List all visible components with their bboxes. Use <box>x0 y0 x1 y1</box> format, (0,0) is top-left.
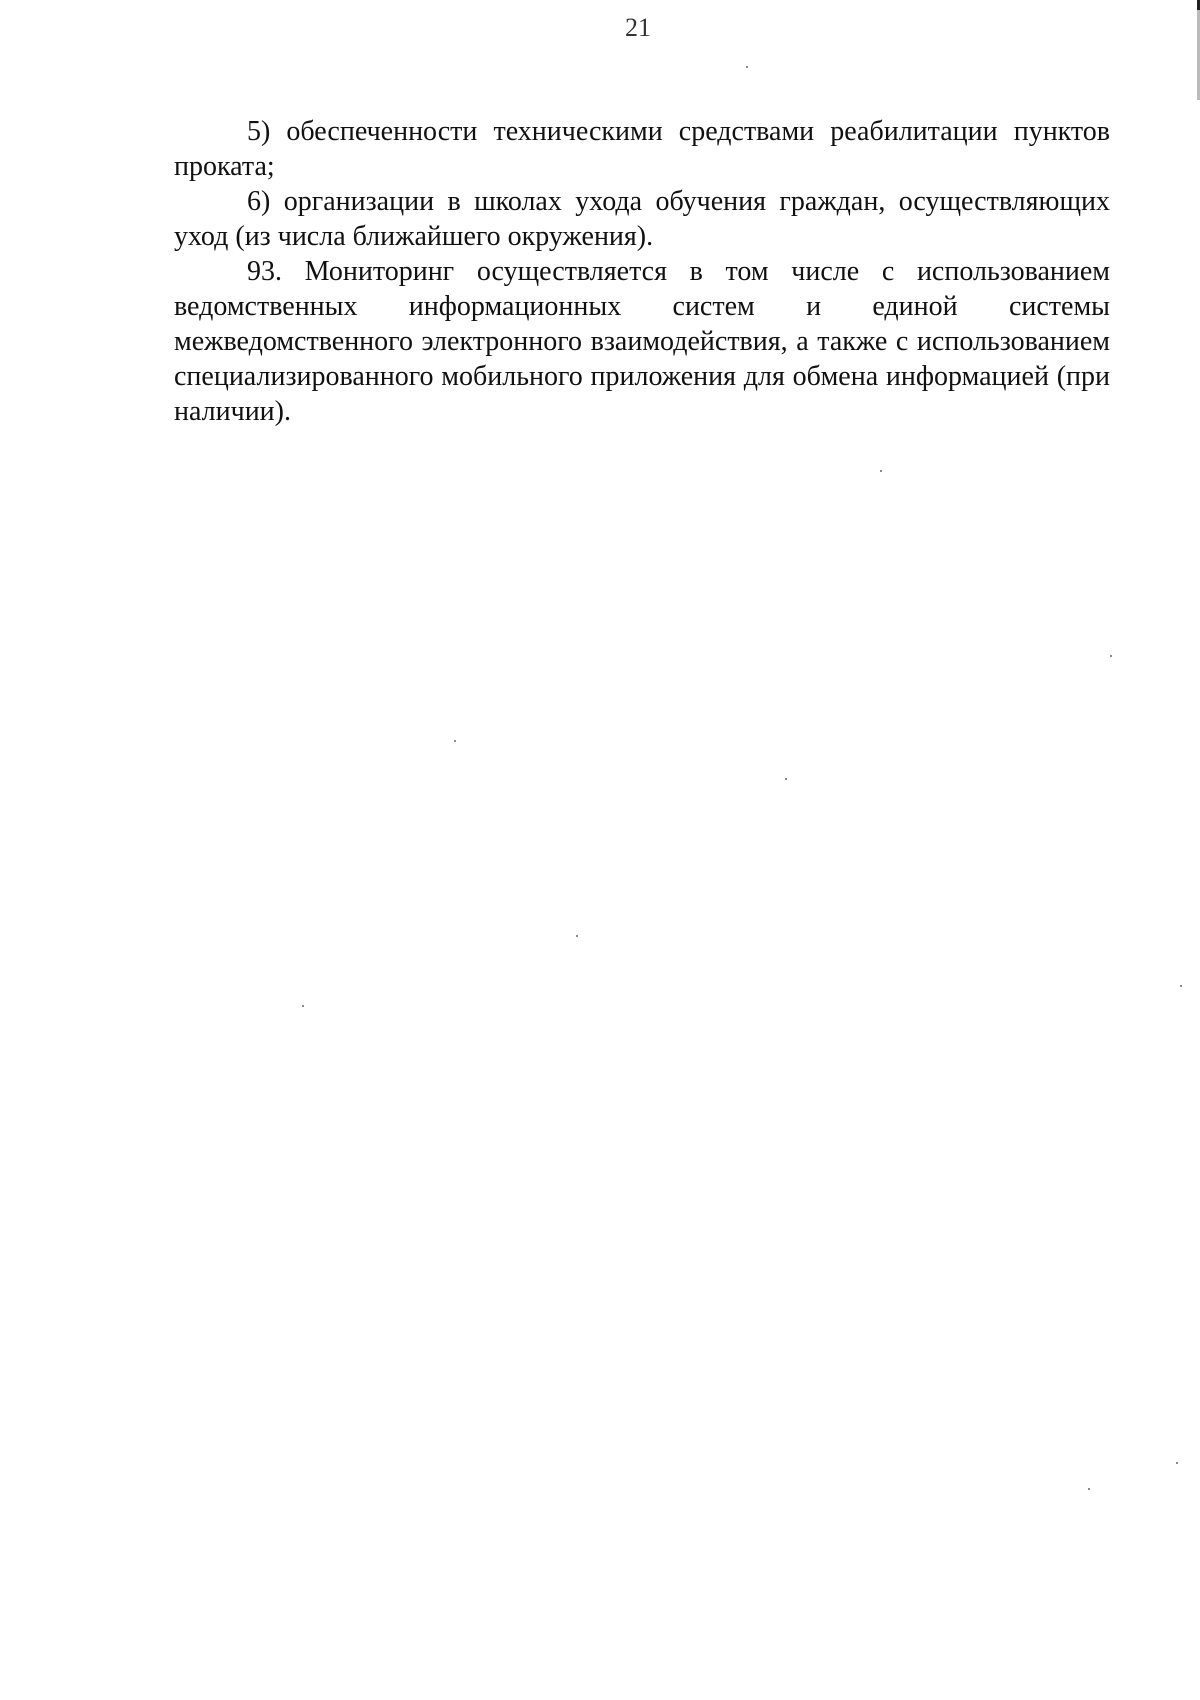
list-item-5: 5) обеспеченности техническими средствами реабилитации пунктов проката; <box>174 116 1110 182</box>
scan-speck <box>1180 985 1182 987</box>
list-item-6: 6) организации в школах ухода обучения граждан, осуществляющих уход (из числа ближайшего окружения). <box>174 186 1110 252</box>
document-body <box>174 114 1110 429</box>
scan-speck <box>576 935 578 937</box>
scan-speck <box>1088 1488 1090 1490</box>
page-number-text: 21 <box>625 13 651 42</box>
scan-speck <box>785 778 787 780</box>
scan-speck <box>880 470 882 472</box>
clause-93: 93. Мониторинг осуществляется в том числе с использованием ведомственных информационных систем и единой системы межведомственного электронного взаимодействия, а также с использованием специализированного мобильного приложения для обмена информацией (при наличии). <box>174 256 1110 427</box>
scan-speck <box>454 740 456 742</box>
scan-speck <box>746 66 748 68</box>
scan-speck <box>1176 1462 1178 1464</box>
scan-speck <box>1110 655 1112 657</box>
scan-speck <box>302 1005 304 1007</box>
page-number <box>618 13 658 52</box>
